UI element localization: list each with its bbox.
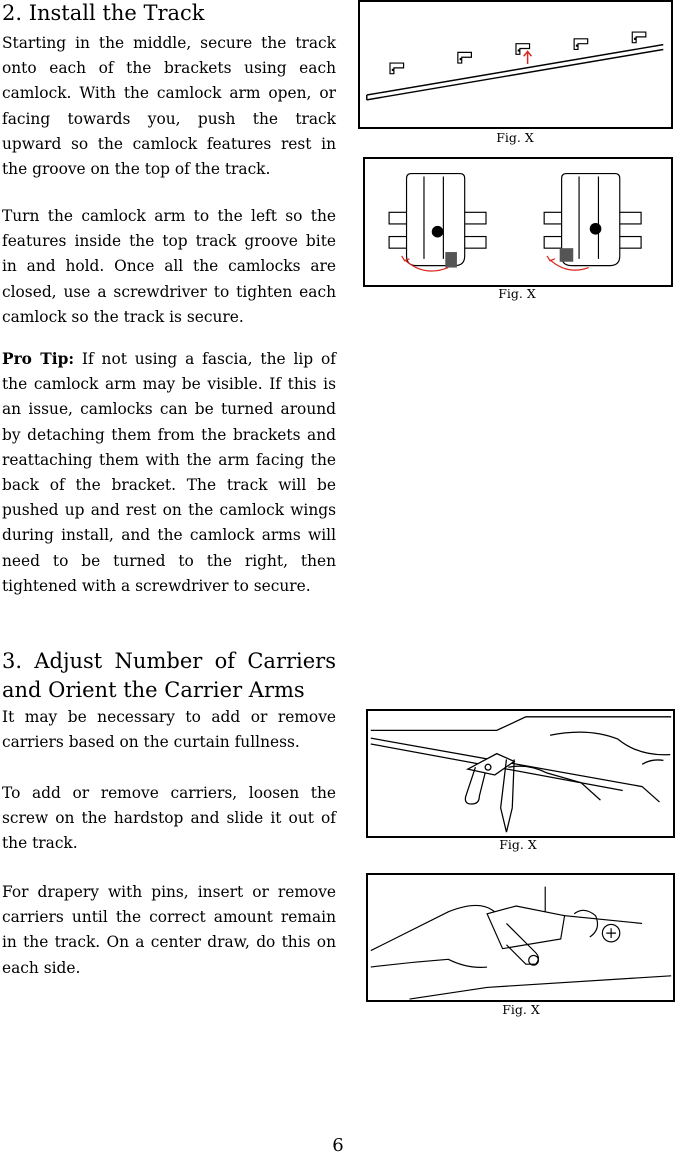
hardstop-screw-illustration — [368, 711, 673, 836]
figure-caption-1: Fig. X — [496, 130, 534, 145]
figure-hardstop-screw — [366, 709, 675, 838]
figure-camlock-closeup — [363, 157, 673, 287]
up-arrow-icon — [524, 51, 532, 64]
adjust-carriers-paragraph-2: To add or remove carriers, loosen the screw on the hardstop and slide it out of the track. — [2, 784, 336, 853]
figure-caption-2: Fig. X — [498, 286, 536, 301]
camlock-closeup-illustration — [365, 159, 671, 285]
pro-tip-text: If not using a fascia, the lip of the camlock arm may be visible. If this is an issue, camlocks can be turned around by detaching them from the brackets and reattaching them with the arm facing the back of the bracket. The track will be pushed up and rest on the camlock wings during install, and the camlock arms will need to be turned to the right, then tightened with a screwdriver to secure. — [2, 350, 336, 595]
pro-tip-label: Pro Tip: — [2, 350, 75, 368]
install-track-paragraph-1: Starting in the middle, secure the track onto each of the brackets using each camlock. With the camlock arm open, or facing towards you, push the track upward so the camlock features rest in the groove on the top of the track. — [2, 34, 336, 179]
carrier-insert-illustration — [368, 875, 673, 1000]
figure-track-brackets — [358, 0, 673, 129]
adjust-carriers-paragraph-3: For drapery with pins, insert or remove carriers until the correct amount remain in the track. On a center draw, do this on each side. — [2, 883, 336, 977]
adjust-carriers-paragraph-1: It may be necessary to add or remove carriers based on the curtain fullness. — [2, 708, 336, 752]
page-number: 6 — [332, 1135, 344, 1156]
figure-caption-4: Fig. X — [502, 1002, 540, 1017]
section-heading-adjust-carriers: 3. Adjust Number of Carriers and Orient the Carrier Arms — [2, 649, 336, 702]
install-track-paragraph-2: Turn the camlock arm to the left so the features inside the top track groove bite in and hold. Once all the camlocks are closed, use a screwdriver to tighten each camlock so the track is secure. — [2, 207, 336, 326]
figure-caption-3: Fig. X — [499, 837, 537, 852]
track-brackets-illustration — [360, 2, 671, 127]
pro-tip-paragraph — [2, 347, 336, 599]
section-heading-install-track: 2. Install the Track — [2, 1, 205, 25]
figure-carrier-insert — [366, 873, 675, 1002]
